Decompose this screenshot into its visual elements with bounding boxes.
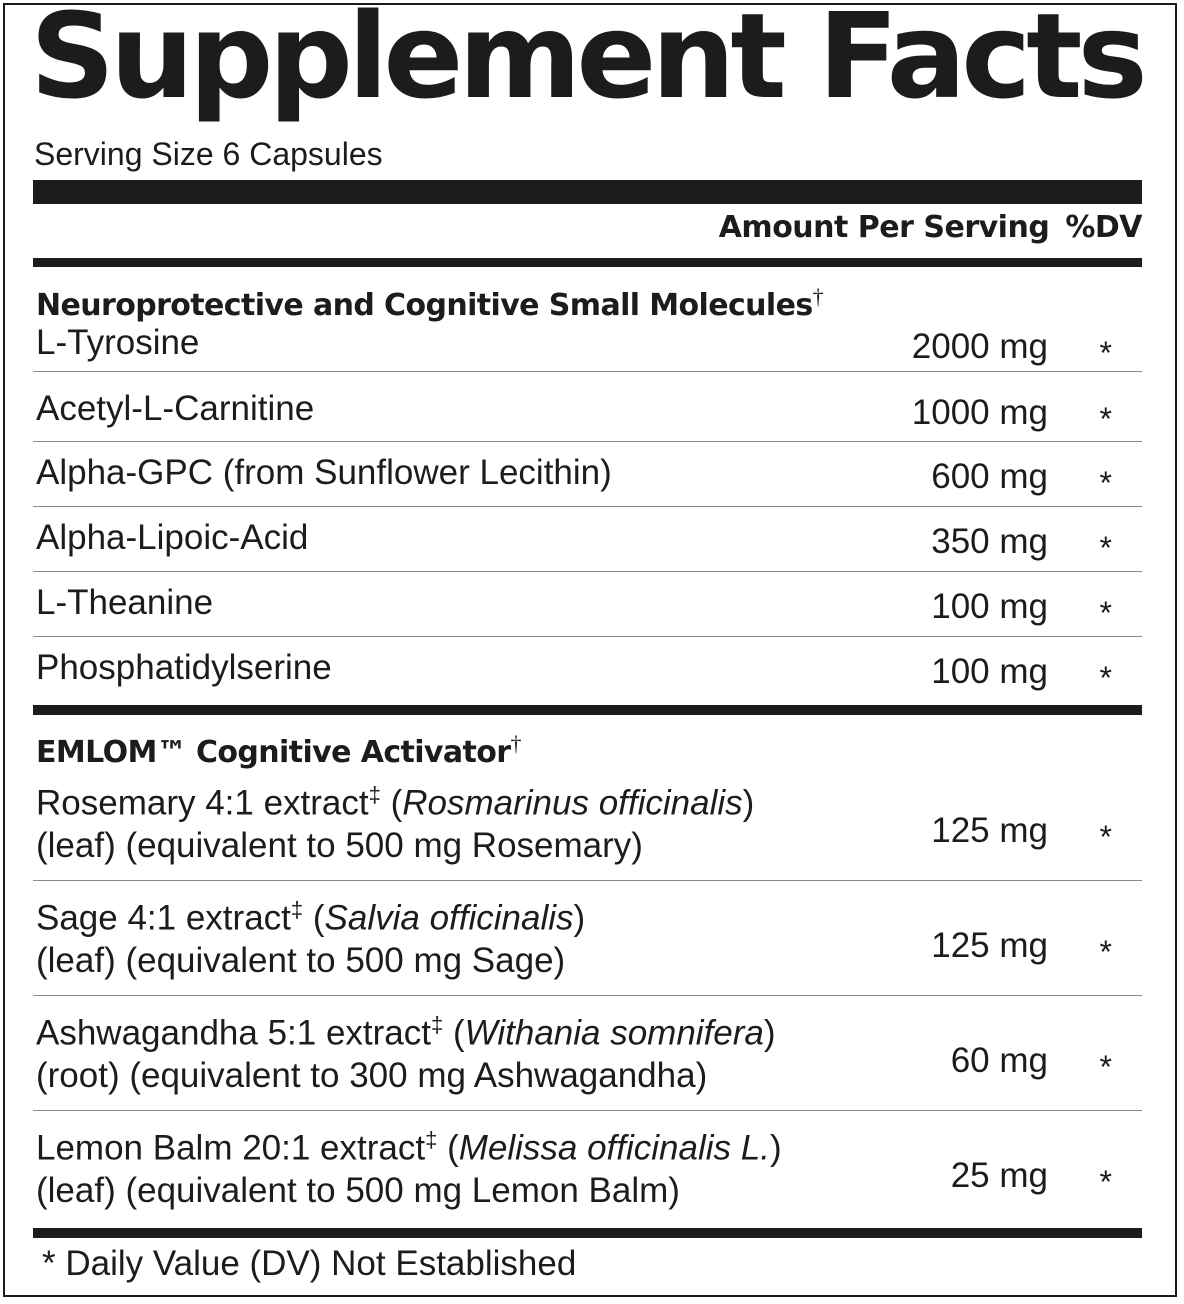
- section-title-cognitive-activator: EMLOM™ Cognitive Activator†: [36, 731, 521, 770]
- ingredient-detail: (leaf) (equivalent to 500 mg Sage): [36, 941, 566, 980]
- dv-asterisk: *: [1099, 401, 1112, 437]
- ingredient-name: Phosphatidylserine: [36, 648, 332, 687]
- latin-name: Withania somnifera: [464, 1013, 764, 1053]
- ingredient-name: L-Tyrosine: [36, 323, 200, 362]
- ingredient-name: Lemon Balm 20:1 extract‡ (Melissa officinalis L.): [36, 1127, 782, 1168]
- bottom-divider: [33, 1228, 1142, 1238]
- footnote: * Daily Value (DV) Not Established: [42, 1244, 577, 1283]
- ingredient-name: Acetyl-L-Carnitine: [36, 389, 315, 428]
- ingredient-row: [33, 637, 1142, 705]
- ingredient-detail: (root) (equivalent to 300 mg Ashwagandha): [36, 1056, 708, 1095]
- ingredient-row: [33, 881, 1142, 996]
- double-dagger-mark: ‡: [430, 1012, 444, 1037]
- ingredient-amount: 350 mg: [931, 522, 1048, 561]
- ingredient-row: [33, 1111, 1142, 1228]
- dv-asterisk: *: [1099, 530, 1112, 566]
- label-title: Supplement Facts: [30, 0, 1143, 125]
- dv-asterisk: *: [1099, 335, 1112, 371]
- dv-asterisk: *: [1099, 934, 1112, 970]
- dv-asterisk: *: [1099, 1049, 1112, 1085]
- double-dagger-mark: ‡: [368, 782, 381, 807]
- ingredient-row: [33, 442, 1142, 507]
- ingredient-name: Ashwagandha 5:1 extract‡ (Withania somnifera): [36, 1012, 776, 1053]
- amount-per-serving-label: Amount Per Serving: [718, 210, 1050, 245]
- dv-asterisk: *: [1099, 660, 1112, 696]
- ingredient-row: [33, 507, 1142, 572]
- ingredient-amount: 60 mg: [950, 1041, 1048, 1080]
- ingredient-name: Sage 4:1 extract‡ (Salvia officinalis): [36, 897, 586, 938]
- dv-asterisk: *: [1099, 595, 1112, 631]
- ingredient-amount: 100 mg: [931, 587, 1048, 626]
- ingredient-amount: 125 mg: [931, 926, 1048, 965]
- dagger-mark: †: [510, 731, 521, 756]
- ingredient-name: L-Theanine: [36, 583, 214, 622]
- double-dagger-mark: ‡: [290, 897, 304, 922]
- ingredient-amount: 25 mg: [950, 1156, 1048, 1195]
- ingredient-row: [33, 318, 1142, 372]
- latin-name: Salvia officinalis: [324, 898, 574, 938]
- ingredient-name: Alpha-Lipoic-Acid: [36, 518, 309, 557]
- ingredient-detail: (leaf) (equivalent to 500 mg Rosemary): [36, 826, 643, 865]
- dagger-mark: †: [812, 284, 824, 309]
- ingredient-row: [33, 572, 1142, 637]
- ingredient-row: [33, 996, 1142, 1111]
- ingredient-amount: 125 mg: [931, 811, 1048, 850]
- double-dagger-mark: ‡: [425, 1127, 438, 1152]
- dv-asterisk: *: [1099, 465, 1112, 501]
- section-divider: [33, 705, 1142, 715]
- ingredient-amount: 600 mg: [931, 457, 1048, 496]
- ingredient-name: Rosemary 4:1 extract‡ (Rosmarinus officinalis): [36, 782, 755, 823]
- latin-name: Melissa officinalis L.: [458, 1128, 770, 1168]
- top-divider: [33, 180, 1142, 204]
- ingredient-row: [33, 372, 1142, 442]
- dv-asterisk: *: [1099, 1164, 1112, 1200]
- section-title-small-molecules: Neuroprotective and Cognitive Small Molecules†: [36, 284, 824, 323]
- ingredient-row: [33, 766, 1142, 881]
- ingredient-detail: (leaf) (equivalent to 500 mg Lemon Balm): [36, 1171, 680, 1210]
- header-divider: [33, 258, 1142, 267]
- dv-label: %DV: [1065, 210, 1142, 245]
- column-header: [719, 206, 1142, 250]
- ingredient-amount: 100 mg: [931, 652, 1048, 691]
- ingredient-amount: 1000 mg: [911, 393, 1048, 432]
- ingredient-amount: 2000 mg: [911, 327, 1048, 366]
- serving-size: Serving Size 6 Capsules: [34, 136, 383, 172]
- ingredient-name: Alpha-GPC (from Sunflower Lecithin): [36, 453, 612, 492]
- dv-asterisk: *: [1099, 819, 1112, 855]
- latin-name: Rosmarinus officinalis: [402, 783, 743, 823]
